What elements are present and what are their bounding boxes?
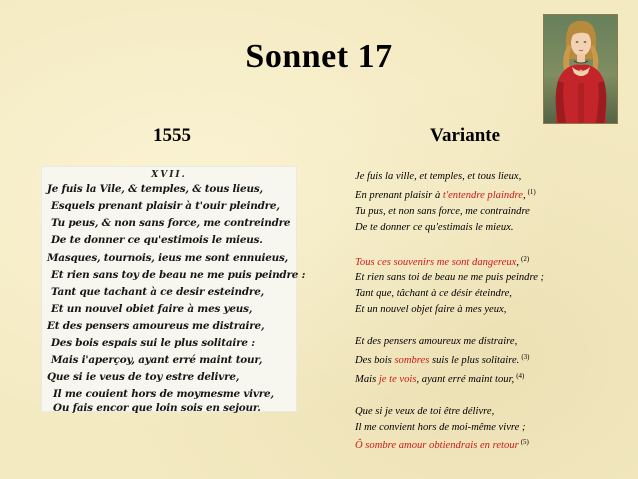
variant-stanza: [355, 169, 625, 236]
variant-highlight: Tous ces souvenirs me sont dangereux: [355, 256, 517, 268]
variant-stanza: [355, 404, 625, 455]
variant-line: [355, 252, 625, 271]
variant-line: [355, 369, 625, 388]
facsimile-line: De te donner ce qu'estimois le mieus.: [51, 234, 263, 246]
variant-text: ,: [516, 256, 519, 268]
facsimile-line: Et un nouvel obiet faire à mes yeus,: [51, 303, 253, 315]
column-header-year: 1555: [153, 125, 191, 146]
variant-line: [355, 286, 625, 302]
facsimile-line: Ou fais encor que loin sois en sejour.: [53, 402, 261, 414]
variant-text: Et rien sans toi de beau ne me puis peindre ;: [355, 272, 545, 284]
variant-text: Que si je veux de toi être délivre,: [355, 405, 495, 417]
variant-line: [355, 404, 625, 420]
facsimile-line: Et rien sans toy de beau ne me puis peindre :: [51, 269, 306, 281]
variant-poem: [355, 169, 625, 470]
facsimile-line: Et des pensers amoureus me distraire,: [47, 320, 265, 332]
facsimile-line: Que si ie veus de toy estre delivre,: [47, 371, 240, 383]
variant-text: suis le plus solitaire.: [429, 354, 520, 366]
footnote-marker: (2): [521, 254, 530, 263]
facsimile-line: Mais i'aperçoy, ayant erré maint tour,: [51, 354, 263, 366]
variant-line: [355, 220, 625, 236]
facsimile-line: Des bois espais sui le plus solitaire :: [51, 337, 255, 349]
column-header-variant: Variante: [430, 125, 501, 146]
variant-line: [355, 334, 625, 350]
facsimile-line: Masques, tournois, ieus me sont ennuieus,: [47, 252, 289, 264]
footnote-marker: (5): [520, 438, 529, 447]
variant-text: Mais: [355, 373, 379, 385]
facsimile-line: Tu peus, & non sans force, me contreindre: [51, 217, 291, 229]
variant-line: [355, 420, 625, 436]
variant-highlight: t'entendre plaindre: [442, 189, 523, 201]
variant-stanza: [355, 252, 625, 319]
variant-line: [355, 270, 625, 286]
variant-text: En prenant plaisir à: [355, 189, 443, 201]
variant-line: [355, 185, 625, 204]
variant-line: [355, 204, 625, 220]
facsimile-line: Esquels prenant plaisir à t'ouir pleindre,: [51, 200, 280, 212]
variant-highlight: Ô sombre amour obtiendrais en retour: [355, 440, 519, 452]
variant-text: Il me convient hors de moi-même vivre ;: [355, 421, 526, 433]
facsimile-heading: XVII.: [151, 170, 187, 180]
footnote-marker: (4): [516, 371, 525, 380]
facsimile-line: Tant que tachant à ce desir esteindre,: [51, 286, 265, 298]
variant-text: Tu pus, et non sans force, me contraindre: [355, 205, 530, 217]
variant-highlight: je te vois: [378, 373, 417, 385]
footnote-marker: (3): [521, 352, 530, 361]
facsimile-line: Il me couient hors de moymesme vivre,: [53, 388, 274, 400]
variant-text: Des bois: [355, 354, 395, 366]
variant-stanza: [355, 334, 625, 388]
variant-text: Tant que, tâchant à ce désir éteindre,: [355, 288, 512, 300]
portrait-image: [543, 14, 618, 124]
variant-text: , ayant erré maint tour,: [416, 373, 515, 385]
facsimile-line: Je fuis la Vile, & temples, & tous lieus,: [47, 183, 263, 195]
variant-text: Je fuis la ville, et temples, et tous lieux,: [355, 171, 522, 182]
variant-text: Et des pensers amoureux me distraire,: [355, 336, 518, 348]
variant-line: [355, 169, 625, 185]
portrait-icon: [544, 15, 617, 123]
variant-text: De te donner ce qu'estimais le mieux.: [355, 221, 514, 233]
variant-line: [355, 302, 625, 318]
variant-line: [355, 350, 625, 369]
facsimile-1555: [41, 166, 306, 414]
variant-highlight: sombres: [394, 354, 430, 366]
variant-text: ,: [522, 189, 526, 201]
footnote-marker: (1): [527, 187, 536, 196]
variant-line: [355, 435, 625, 454]
page-title: Sonnet 17: [245, 38, 393, 75]
variant-text: Et un nouvel objet faire à mes yeux,: [355, 304, 507, 316]
